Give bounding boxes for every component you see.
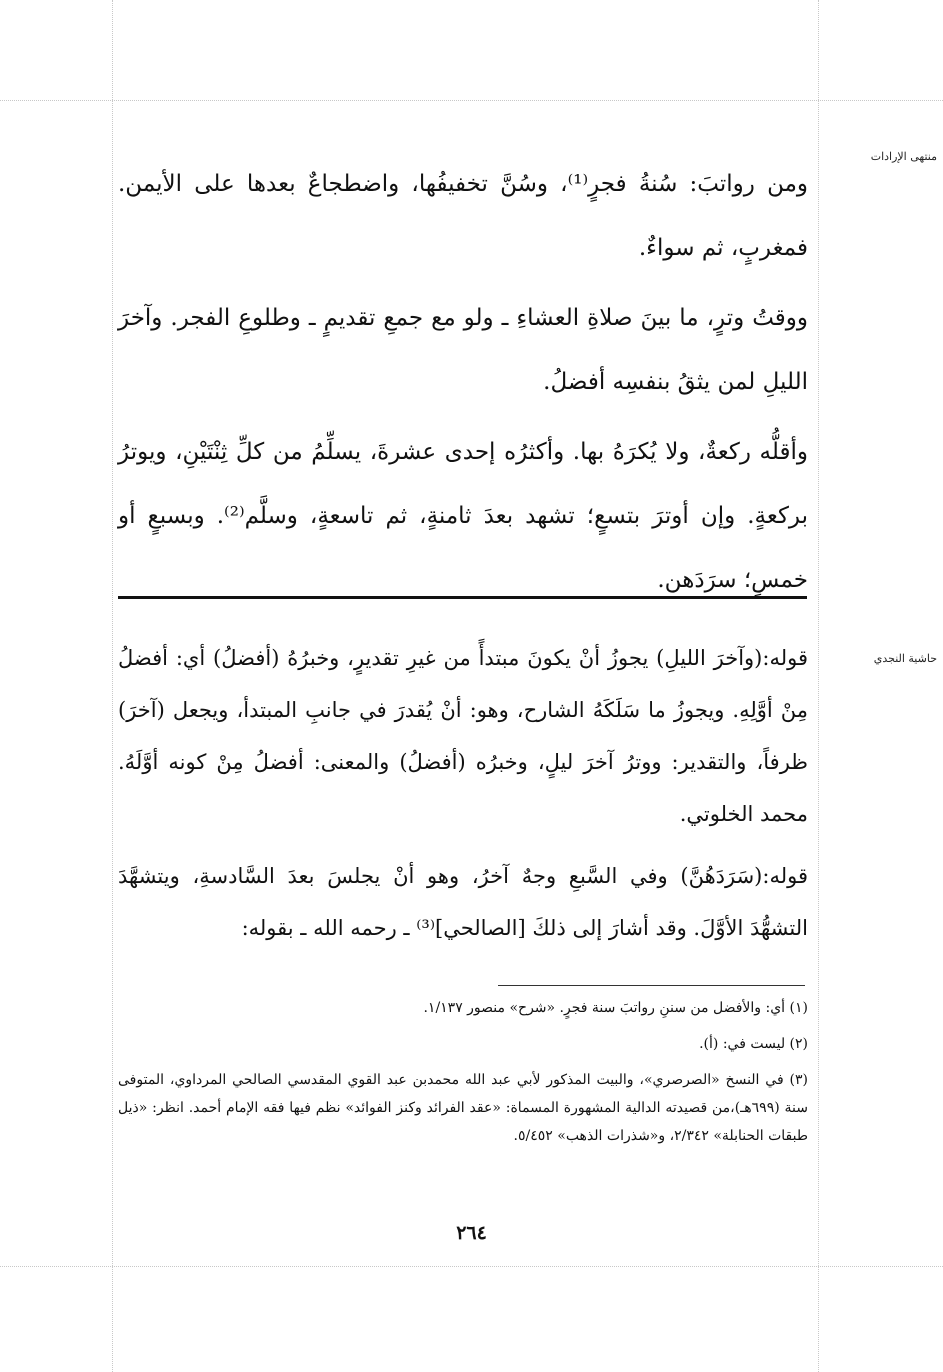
hashiya-paragraph: قوله:(سَرَدَهُنَّ) وفي السَّبعِ وجهٌ آخرُ، وهو أنْ يجلسَ بعدَ السَّادسةِ، ويتشهَّدَ التشهُّدَ الأوَّلَ. وقد أشارَ إلى ذلكَ [الصالحي]⁽³⁾ ـ رحمه الله ـ بقوله: [118,864,808,940]
main-paragraph: وأقلُّه ركعةٌ، ولا يُكرَهُ بها. وأكثرُه إحدى عشرةَ، يسلِّمُ من كلِّ ثِنْتَيْنِ، ويوترُ بركعةٍ. وإن أوترَ بتسعٍ؛ تشهد بعدَ ثامنةٍ، ثم تاسعةٍ، وسلَّم⁽²⁾. وبسبعٍ أو خمسٍ؛ سرَدَهن. [118,439,808,593]
main-paragraph: ووقتُ وترٍ، ما بينَ صلاةِ العشاءِ ـ ولو مع جمعِ تقديمٍ ـ وطلوعِ الفجر. وآخرَ الليلِ لمن يثقُ بنفسِه أفضلُ. [118,305,808,395]
scan-grid-line [818,0,819,1372]
footnote: (٣) في النسخ «الصرصري»، والبيت المذكور لأبي عبد الله محمدبن عبد القوي المقدسي الصالحي المرداوي، المتوفى سنة (٦٩٩هـ)،من قصيدته الدالية المشهورة المسماة: «عقد الفرائد وكنز الفوائد» نظم فيها فقه الإمام أحمد. انظر: «ذيل طبقات الحنابلة» ٢/٣٤٢، و«شذرات الذهب» ٥/٤٥٢. [118,1072,808,1144]
footnote: (٢) ليست في: (أ). [699,1036,808,1052]
hashiya-commentary [118,632,808,964]
scan-grid-line [0,1266,943,1267]
footnote-divider [498,985,805,986]
margin-label-main-text: منتهى الإرادات [870,150,937,163]
scan-grid-line [0,100,943,101]
footnote: (١) أي: والأفضل من سننِ رواتبَ سنة فجرٍ. «شرح» منصور ١/١٣٧. [423,1000,808,1016]
page-number: ٢٦٤ [456,1222,487,1244]
margin-label-hashiya: حاشية النجدي [873,652,937,665]
section-divider [118,596,807,599]
hashiya-paragraph: قوله:(وآخرَ الليلِ) يجوزُ أنْ يكونَ مبتدأً من غيرِ تقديرٍ، وخبرُهُ (أفضلُ) أي: أفضلُ مِنْ أوَّلِهِ. ويجوزُ ما سَلَكَهُ الشارح، وهو: أنْ يُقدرَ في جانبِ المبتدأ، ويجعل (آخرَ) ظرفاً، والتقدير: ووترُ آخرَ ليلٍ، وخبرُه (أفضلُ) والمعنى: أفضلُ مِنْ كونه أوَّلَهُ. محمد الخلوتي. [118,646,808,826]
main-text [118,152,808,618]
footnotes [118,994,808,1158]
scan-grid-line [112,0,113,1372]
main-paragraph: ومن رواتبَ: سُنةُ فجرٍ⁽¹⁾، وسُنَّ تخفيفُها، واضطجاعٌ بعدها على الأيمن. فمغربٍ، ثم سواءٌ. [118,171,808,261]
